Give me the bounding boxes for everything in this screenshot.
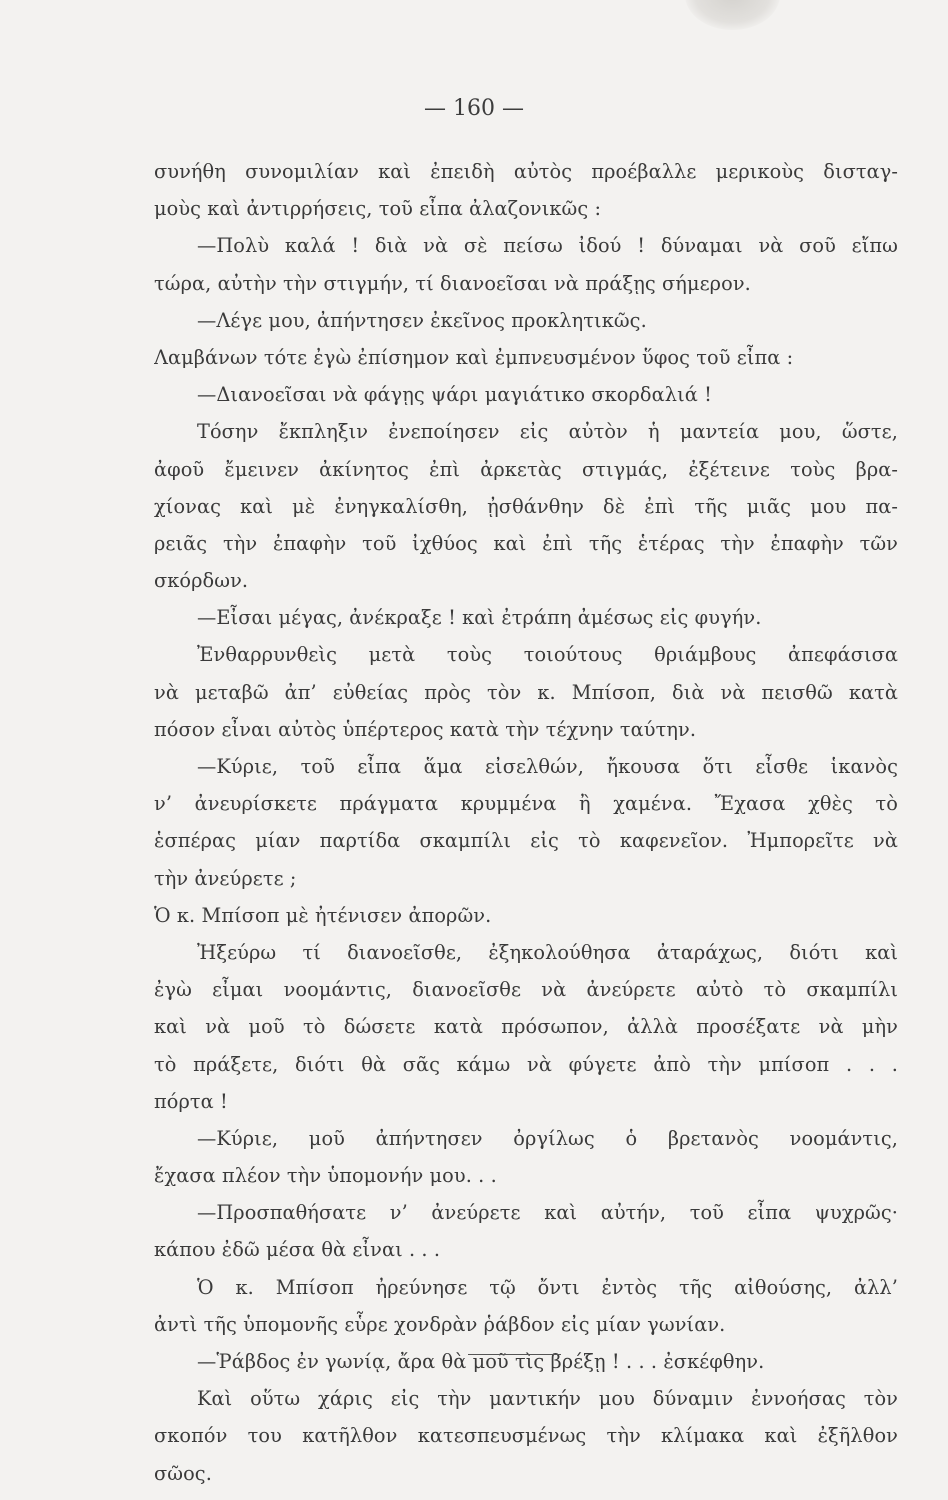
page-number: — 160 — [424, 96, 524, 121]
text-line: ἔχασα πλέον τὴν ὑπομονήν μου. . . [154, 1164, 497, 1188]
text-line: ἐγὼ εἶμαι νοομάντις, διανοεῖσθε νὰ ἀνεύρετε αὐτὸ τὸ σκαμπίλι [154, 978, 898, 1002]
text-line: —Πολὺ καλά ! διὰ νὰ σὲ πείσω ἰδού ! δύναμαι νὰ σοῦ εἴπω [197, 234, 898, 258]
text-line: πόρτα ! [154, 1089, 228, 1113]
text-line: Καὶ οὕτω χάρις εἰς τὴν μαντικήν μου δύναμιν ἐννοήσας τὸν [197, 1387, 898, 1411]
paper-stain [685, 0, 780, 30]
text-line: —Κύριε, τοῦ εἶπα ἅμα εἰσελθών, ἤκουσα ὅτι εἶσθε ἱκανὸς [197, 755, 898, 778]
text-line: τώρα, αὐτὴν τὴν στιγμήν, τί διανοεῖσαι νὰ πράξῃς σήμερον. [154, 271, 751, 295]
text-line: Ἠξεύρω τί διανοεῖσθε, ἐξηκολούθησα ἀταράχως, διότι καὶ [197, 940, 898, 964]
text-line: μοὺς καὶ ἀντιρρήσεις, τοῦ εἶπα ἀλαζονικῶς : [154, 197, 602, 221]
text-line: Ὁ κ. Μπίσοπ μὲ ἠτένισεν ἀπορῶν. [154, 903, 492, 927]
text-line: κάπου ἐδῶ μέσα θὰ εἶναι . . . [154, 1238, 441, 1262]
text-line: —Ῥάβδος ἐν γωνίᾳ, ἄρα θὰ μοῦ τὶς βρέξῃ ! . . . ἐσκέφθην. [197, 1350, 765, 1373]
text-line: —Λέγε μου, ἀπήντησεν ἐκεῖνος προκλητικῶς. [197, 308, 647, 332]
text-line: —Κύριε, μοῦ ἀπήντησεν ὀργίλως ὁ βρετανὸς νοομάντις, [197, 1126, 898, 1150]
text-line: —Εἶσαι μέγας, ἀνέκραξε ! καὶ ἐτράπη ἀμέσως εἰς φυγήν. [197, 606, 762, 630]
text-line: νὰ μεταβῶ ἀπ’ εὐθείας πρὸς τὸν κ. Μπίσοπ, διὰ νὰ πεισθῶ κατὰ [154, 680, 898, 704]
text-line: Ἐνθαρρυνθεὶς μετὰ τοὺς τοιούτους θριάμβους ἀπεφάσισα [197, 643, 898, 667]
text-line: ἀντὶ τῆς ὑπομονῆς εὗρε χονδρὰν ῥάβδον εἰς μίαν γωνίαν. [154, 1312, 726, 1336]
text-line: ἀφοῦ ἔμεινεν ἀκίνητος ἐπὶ ἀρκετὰς στιγμάς, ἐξέτεινε τοὺς βρα- [154, 457, 898, 481]
text-line: Λαμβάνων τότε ἐγὼ ἐπίσημον καὶ ἐμπνευσμένον ὕφος τοῦ εἶπα : [154, 345, 794, 369]
text-line: ἑσπέρας μίαν παρτίδα σκαμπίλι εἰς τὸ καφενεῖον. Ἠμπορεῖτε νὰ [154, 829, 898, 853]
text-line: τὸ πράξετε, διότι θὰ σᾶς κάμω νὰ φύγετε ἀπὸ τὴν μπίσοπ . . . [154, 1052, 898, 1076]
text-line: σῶος. [154, 1461, 212, 1485]
closing-rule [468, 1354, 561, 1355]
text-line: —Διανοεῖσαι νὰ φάγῃς ψάρι μαγιάτικο σκορδαλιά ! [197, 383, 712, 407]
text-line: ν’ ἀνευρίσκετε πράγματα κρυμμένα ἢ χαμένα. Ἔχασα χθὲς τὸ [154, 792, 898, 816]
text-line: Ὁ κ. Μπίσοπ ἠρεύνησε τῷ ὄντι ἐντὸς τῆς αἰθούσης, ἀλλ’ [197, 1275, 898, 1299]
text-line: σκοπόν του κατῆλθον κατεσπευσμένως τὴν κλίμακα καὶ ἐξῆλθον [154, 1424, 898, 1448]
text-line: καὶ νὰ μοῦ τὸ δώσετε κατὰ πρόσωπον, ἀλλὰ προσέξατε νὰ μὴν [154, 1015, 898, 1039]
text-line: —Προσπαθήσατε ν’ ἀνεύρετε καὶ αὐτήν, τοῦ εἶπα ψυχρῶς· [197, 1201, 898, 1225]
text-line: συνήθη συνομιλίαν καὶ ἐπειδὴ αὐτὸς προέβαλλε μερικοὺς δισταγ- [154, 160, 898, 183]
text-line: πόσον εἶναι αὐτὸς ὑπέρτερος κατὰ τὴν τέχνην ταύτην. [154, 717, 697, 741]
text-line: τὴν ἀνεύρετε ; [154, 866, 297, 890]
text-line: χίονας καὶ μὲ ἐνηγκαλίσθη, ᾐσθάνθην δὲ ἐπὶ τῆς μιᾶς μου πα- [154, 494, 898, 518]
text-line: ρειᾶς τὴν ἐπαφὴν τοῦ ἰχθύος καὶ ἐπὶ τῆς ἑτέρας τὴν ἐπαφὴν τῶν [154, 531, 898, 555]
text-line: Τόσην ἔκπληξιν ἐνεποίησεν εἰς αὐτὸν ἡ μαντεία μου, ὥστε, [197, 420, 898, 444]
body-text [154, 153, 898, 1492]
text-line: σκόρδων. [154, 569, 249, 593]
